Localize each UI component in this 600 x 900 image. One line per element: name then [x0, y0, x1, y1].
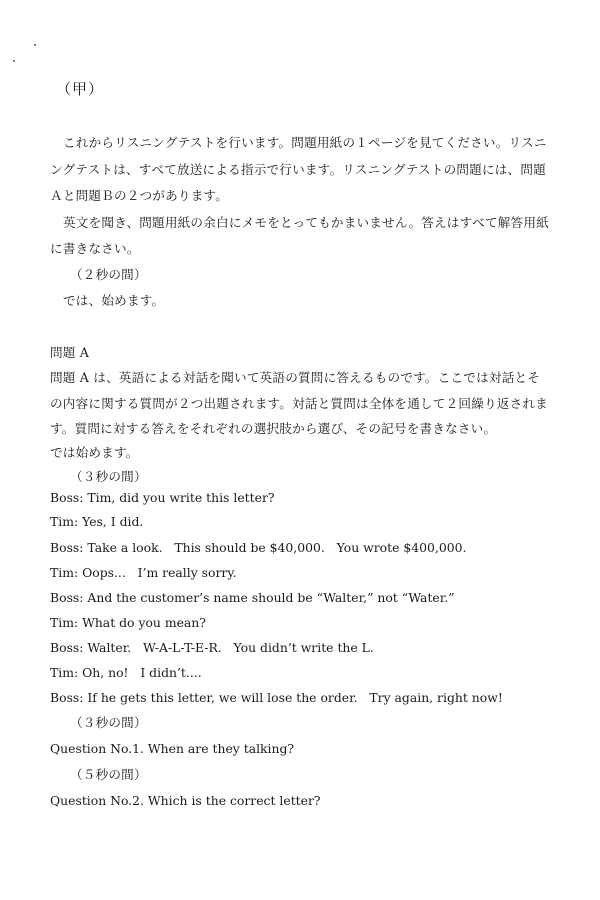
dialogue-line: Boss: Take a look. This should be $40,000. You wrote $400,000.	[50, 540, 467, 555]
intro-line: これからリスニングテストを行います。問題用紙の１ページを見てください。リスニ	[63, 135, 547, 150]
intro-line: 英文を聞き、問題用紙の余白にメモをとってもかまいません。答えはすべて解答用紙	[63, 215, 549, 230]
problem-a-line: 問題 A は、英語による対話を聞いて英語の質問に答えるものです。ここでは対話とそ	[50, 370, 541, 385]
dialogue-line: Boss: And the customer’s name should be “Walter,” not “Water.”	[50, 590, 455, 605]
pause-note: （２秒の間）	[70, 267, 147, 282]
section-marker: （甲）	[56, 80, 105, 98]
dialogue-line: Boss: Walter. W-A-L-T-E-R. You didn’t write the L.	[50, 640, 374, 655]
dialogue-line: Tim: What do you mean?	[50, 615, 206, 630]
dialogue-line: Tim: Yes, I did.	[50, 514, 144, 529]
question-line: Question No.1. When are they talking?	[50, 741, 295, 756]
scan-speck	[34, 44, 36, 46]
intro-line: Ａと問題Ｂの２つがあります。	[50, 188, 229, 203]
question-line: Question No.2. Which is the correct letter?	[50, 793, 321, 808]
intro-line: に書きなさい。	[50, 241, 140, 256]
problem-a-heading: 問題 A	[50, 345, 90, 360]
dialogue-line: Boss: Tim, did you write this letter?	[50, 490, 275, 505]
dialogue-line: Boss: If he gets this letter, we will lose the order. Try again, right now!	[50, 690, 503, 705]
problem-a-line: す。質問に対する答えをそれぞれの選択肢から選び、その記号を書きなさい。	[50, 421, 497, 436]
intro-line: ングテストは、すべて放送による指示で行います。リスニングテストの問題には、問題	[50, 162, 546, 177]
dialogue-line: Tim: Oops... I’m really sorry.	[50, 565, 237, 580]
pause-note: （３秒の間）	[70, 715, 147, 730]
start-note: では、始めます。	[63, 293, 165, 308]
scan-speck	[13, 60, 15, 62]
problem-a-line: の内容に関する質問が２つ出題されます。対話と質問は全体を通して２回繰り返されま	[50, 396, 548, 411]
pause-note: （３秒の間）	[70, 469, 147, 484]
pause-note: （５秒の間）	[70, 767, 147, 782]
dialogue-line: Tim: Oh, no! I didn’t....	[50, 665, 202, 680]
start-note: では始めます。	[50, 445, 139, 460]
